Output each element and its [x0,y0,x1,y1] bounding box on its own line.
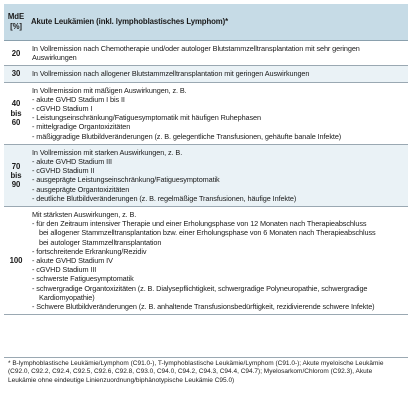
row-description [28,82,408,144]
bullet-item: - cGVHD Stadium I [32,104,405,113]
description-intro: In Vollremission mit mäßigen Auswirkungen, z. B. [32,85,187,95]
bullet-continuation: bei autologer Stammzelltransplantation [39,237,162,247]
mde-value: 100 [4,207,28,315]
bullet-item: - schwergradige Organtoxizitäten (z. B. Dialysepflichtigkeit, schwergradige Polyneuropathie, schwergradige [32,284,405,293]
table-row [4,144,408,206]
bullet-item: - mittelgradige Organtoxizitäten [32,122,405,131]
footnote [8,360,406,385]
table-title-header: Akute Leukämien (inkl. lymphoblastisches Lymphom)* [28,4,408,41]
footnote-line: (C92.0, C92.2, C92.4, C92.5, C92.6, C92.8, C93.0, C94.0, C94.2, C94.3, C94.4, C94.7); Myelosarkom/Chlorom (C92.3), Akute [8,368,373,376]
bullet-item: - ausgeprägte Organtoxizitäten [32,185,405,194]
bullet-item: - akute GVHD Stadium I bis II [32,95,405,104]
description-line: Auswirkungen [32,53,77,63]
bullet-item: - ausgeprägte Leistungseinschränkung/Fatiguesymptomatik [32,175,405,184]
table-row [4,66,408,82]
bullet-item: - akute GVHD Stadium III [32,157,405,166]
mde-value: 30 [4,66,28,82]
footnote-divider [4,357,408,358]
mde-value: 20 [4,41,28,66]
description-line: In Vollremission nach allogener Blutstammzelltransplantation mit geringen Auswirkungen [32,69,310,79]
bullet-item: - schwerste Fatiguesymptomatik [32,274,405,283]
description-intro: In Vollremission mit starken Auswirkungen, z. B. [32,147,183,157]
bullet-item: - für den Zeitraum intensiver Therapie und einer Erholungsphase von 12 Monaten nach Therapieabschluss [32,219,405,228]
mde-range-bis: bis [10,170,22,180]
bullet-item: - akute GVHD Stadium IV [32,256,405,265]
row-description [28,144,408,206]
row-description [28,66,408,82]
footnote-line: * B-lymphoblastische Leukämie/Lymphom (C91.0-), T-lymphoblastische Leukämie/Lymphom (C91.0-); Akute myeloische Leukämie [8,360,384,367]
description-intro: Mit stärksten Auswirkungen, z. B. [32,210,137,220]
bullet-item: - Leistungseinschränkung/Fatiguesymptomatik mit häufigen Ruhephasen [32,113,405,122]
bullet-item: - deutliche Blutbildveränderungen (z. B. regelmäßige Transfusionen, häufige Infekte) [32,194,405,203]
bullet-continuation: bei allogener Stammzelltransplantation bzw. einer Erholungsphase von 6 Monaten nach Therapieabschluss [39,228,376,238]
mde-range-from: 40 [11,99,21,109]
bullet-item: - cGVHD Stadium III [32,265,405,274]
table-row [4,82,408,144]
mde-column-header [4,4,28,41]
row-description [28,41,408,66]
bullet-item: - Schwere Blutbildveränderungen (z. B. anhaltende Transfusionsbedürftigkeit, rezidivierende schwere Infekte) [32,302,405,311]
table-row [4,41,408,66]
mde-header-line2: [%] [10,22,22,31]
mde-range-from: 70 [11,161,21,171]
table-header-row [4,4,408,41]
mde-value [4,144,28,206]
mde-range-to: 90 [11,180,21,190]
mde-range-to: 60 [11,117,21,127]
mde-range-bis: bis [10,108,22,118]
mde-header-line1: MdE [7,12,25,21]
bullet-continuation: Kardiomyopathie) [39,292,95,302]
footnote-line: Leukämie ohne eindeutige Linienzuordnung/biphänotypische Leukämie C95.0) [8,376,235,384]
leukemia-table [4,4,408,315]
table-row [4,207,408,315]
bullet-item: - cGVHD Stadium II [32,166,405,175]
bullet-item: - mäßiggradige Blutbildveränderungen (z. B. gelegentliche Transfusionen, gehäufte banale Infekte) [32,132,405,141]
description-line: In Vollremission nach Chemotherapie und/oder autologer Blutstammzelltransplantation mit sehr geringen [32,44,360,53]
row-description [28,207,408,315]
mde-value [4,82,28,144]
bullet-item: - fortschreitende Erkrankung/Rezidiv [32,247,405,256]
